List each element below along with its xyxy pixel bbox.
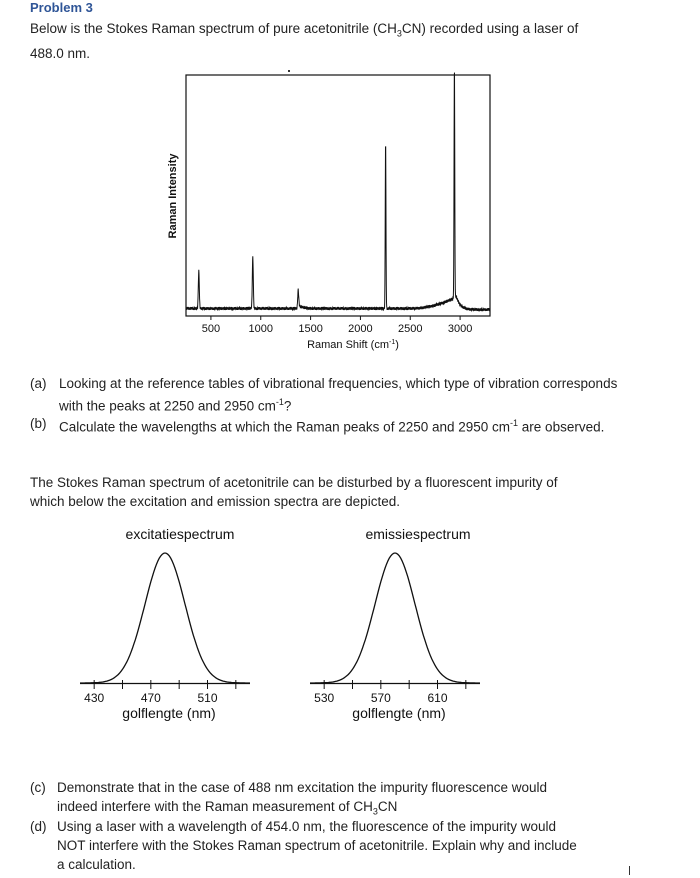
raman-x-ticks <box>202 316 473 335</box>
question-c: (c) Demonstrate that in the case of 488 nm excitation the impurity fluorescence would indeed interfere with the Raman measurement of $CH_3CN$ <box>30 780 548 817</box>
intro-text-part2: CN) recorded using a laser of <box>401 21 579 36</box>
spectrum-x-label: golflengte (nm) <box>122 705 216 721</box>
spectrum-tick-label: 610 <box>427 691 448 705</box>
impurity-paragraph: The Stokes Raman spectrum of acetonitrile can be disturbed by a fluorescent impurity of which below the excitation and emission spectra are depicted. <box>30 475 558 509</box>
spectrum-tick-label: 570 <box>370 691 391 705</box>
raman-tick-label: 500 <box>201 323 221 335</box>
excitation-spectrum-chart <box>80 526 250 721</box>
fluorescence-spectra <box>70 518 530 738</box>
raman-tick-label: 1000 <box>248 323 273 335</box>
page-edge-mark <box>629 866 630 875</box>
question-a-label: (a) <box>30 376 47 391</box>
spectrum-tick-label: 470 <box>140 691 161 705</box>
question-b: (b) Calculate the wavelengths at which the Raman peaks of 2250 and 2950 $cm^{-1}$ are observed. <box>30 416 605 435</box>
question-d-label: (d) <box>30 819 47 834</box>
question-b-label: (b) <box>30 416 47 431</box>
spectrum-curve <box>80 553 250 683</box>
raman-stray-mark <box>288 70 290 72</box>
emission-spectrum-chart <box>310 526 480 721</box>
intro-subscript: 3 <box>396 28 402 39</box>
raman-tick-label: 1500 <box>298 323 323 335</box>
raman-tick-label: 2000 <box>348 323 373 335</box>
question-c-label: (c) <box>30 780 46 795</box>
raman-tick-label: 2500 <box>398 323 423 335</box>
raman-spectrum-line <box>186 73 490 312</box>
spectrum-tick-label: 430 <box>84 691 105 705</box>
raman-y-axis-label: Raman Intensity <box>167 153 179 239</box>
raman-plot-frame <box>186 75 490 316</box>
spectrum-tick-label: 530 <box>314 691 335 705</box>
question-a: (a) Looking at the reference tables of vibrational frequencies, which type of vibration corresponds with the peaks at 2250 and 2950 $cm^{-1}$? <box>30 376 618 414</box>
intro-line2: 488.0 nm. <box>30 45 91 61</box>
spectrum-x-label: golflengte (nm) <box>352 705 446 721</box>
spectrum-curve <box>310 553 480 683</box>
spectrum-title: emissiespectrum <box>365 526 471 542</box>
intro-text-part1: Below is the Stokes Raman spectrum of pure acetonitrile (CH <box>30 21 397 36</box>
intro-paragraph <box>30 19 670 63</box>
spectrum-tick-label: 510 <box>197 691 218 705</box>
raman-spectrum-chart <box>150 62 540 362</box>
spectrum-title: excitatiespectrum <box>125 526 235 542</box>
raman-x-axis-label: Raman Shift $(cm^{-1})$ <box>307 339 399 351</box>
problem-title: Problem 3 <box>30 0 93 15</box>
question-d: (d) Using a laser with a wavelength of 454.0 nm, the fluorescence of the impurity would NOT interfere with the Stokes Raman spectrum of acetonitrile. Explain why and include a calculation. <box>30 819 577 872</box>
raman-tick-label: 3000 <box>447 323 473 335</box>
